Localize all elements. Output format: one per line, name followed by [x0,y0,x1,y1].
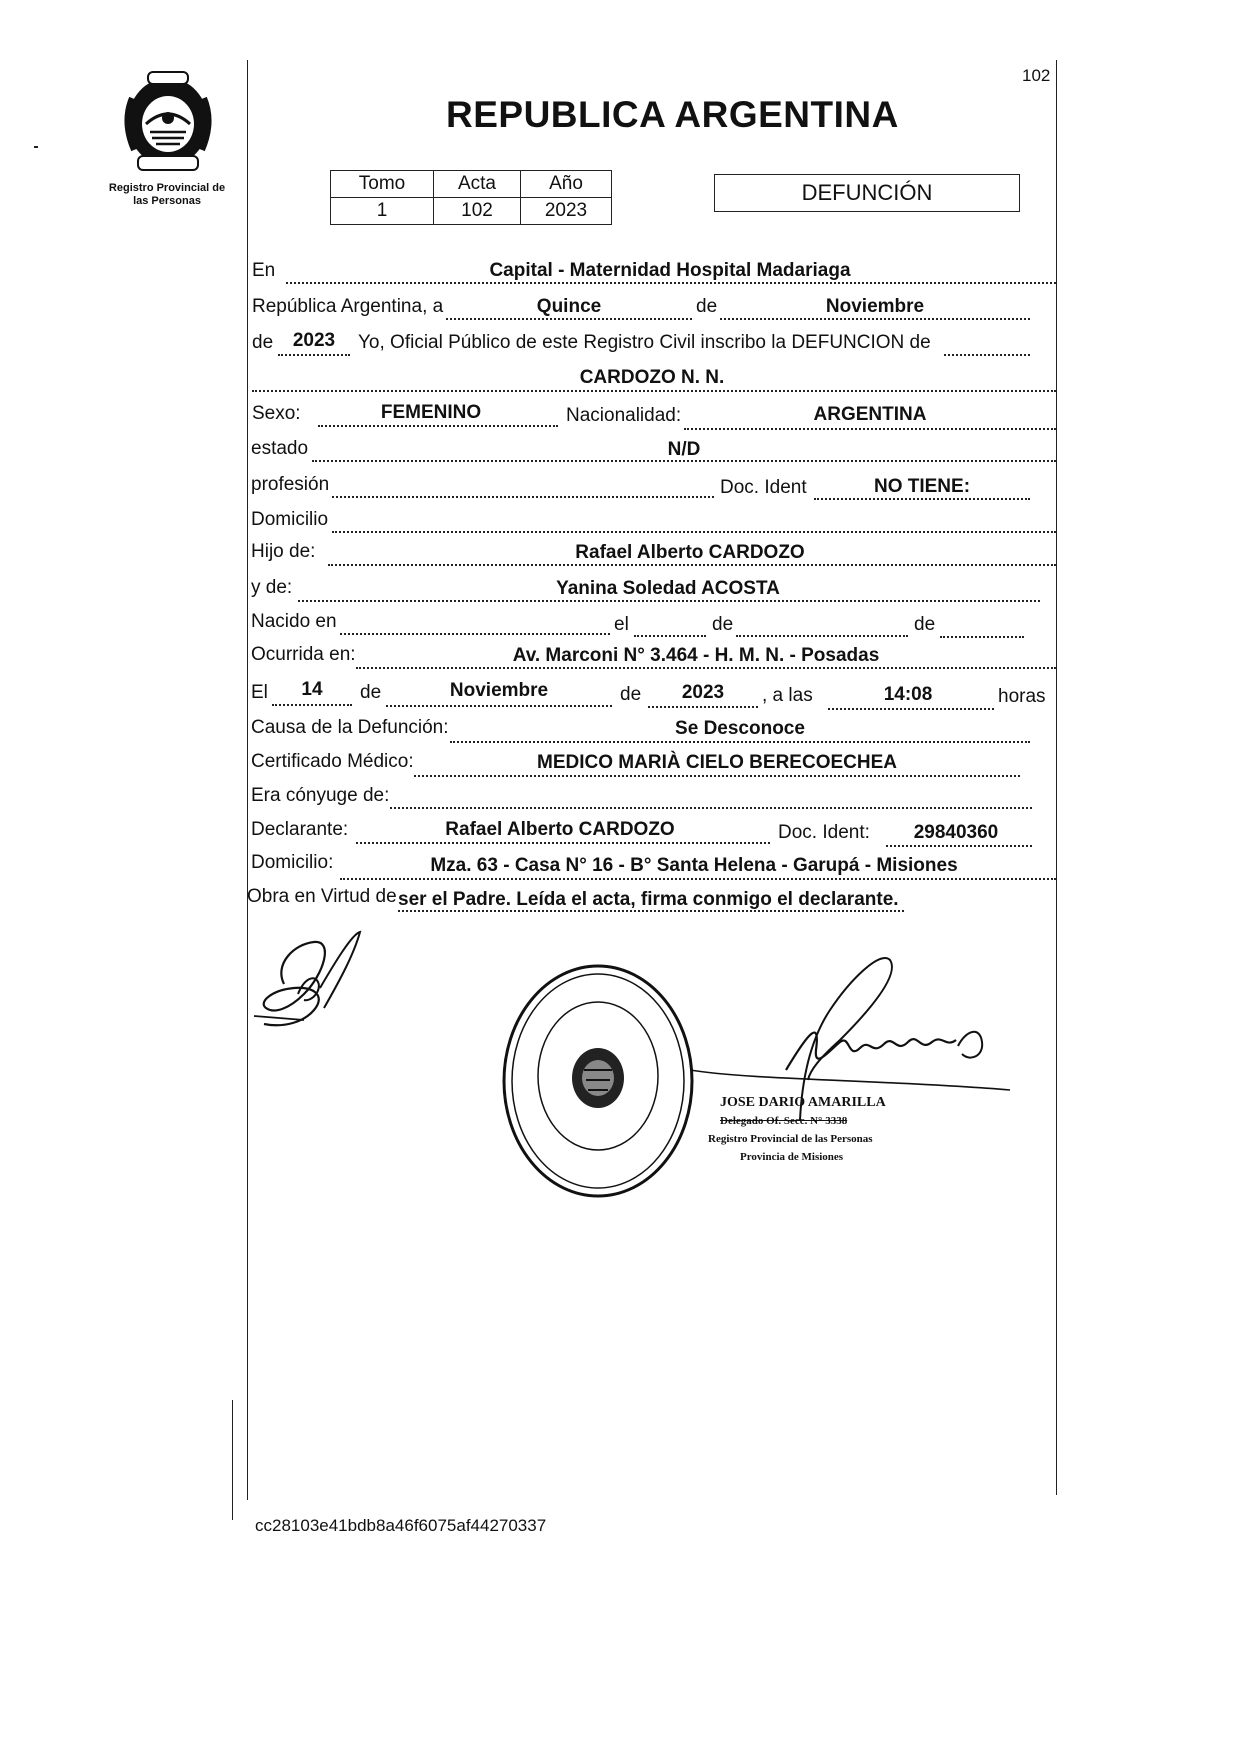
label-de-death-year: de [620,684,642,705]
line-causa [450,741,1030,743]
line-en [286,282,1056,284]
value-causa: Se Desconoce [675,718,805,739]
value-sexo: FEMENINO [380,402,482,423]
value-y-de: Yanina Soledad ACOSTA [556,578,780,599]
label-en: En [252,260,276,281]
line-sexo [318,425,558,427]
line-nacido-dia [634,635,706,637]
line-conyuge [390,807,1032,809]
label-estado: estado [251,438,309,459]
registry-name [92,182,242,208]
line-year [278,354,350,356]
label-obra: Obra en Virtud de [247,886,397,907]
line-death-year [648,706,758,708]
scan-speck [34,146,38,148]
official-stamp [708,1094,886,1166]
value-declarante-doc: 29840360 [913,822,999,843]
label-republica: República Argentina, a [252,296,444,317]
value-obra: ser el Padre. Leída el acta, firma conmigo el declarante. [398,889,899,910]
ref-value-acta: 102 [434,198,521,225]
page-number: 102 [1022,66,1051,85]
label-el: El [251,682,268,703]
line-certificado [414,775,1020,777]
value-doc-ident: NO TIENE: [873,476,971,497]
line-yo-end [944,354,1030,356]
label-de-year: de [252,332,274,353]
value-month: Noviembre [825,296,925,317]
value-nacionalidad: ARGENTINA [813,404,927,425]
official-role: Delegado Of. Secc. N° 3338 [720,1115,848,1127]
label-sexo: Sexo: [252,403,301,424]
label-horas: horas [998,686,1046,707]
value-day: Quince [536,296,602,317]
line-death-month [386,705,612,707]
line-nacionalidad [684,428,1056,430]
label-declarante-doc: Doc. Ident: [778,822,870,843]
value-estado: N/D [667,439,701,460]
line-hijo-de [328,564,1056,566]
label-conyuge: Era cónyuge de: [251,785,390,806]
value-declarante: Rafael Alberto CARDOZO [445,819,675,840]
text-yo-oficial: Yo, Oficial Público de este Registro Civil inscribo la DEFUNCION de [358,332,931,353]
label-domicilio: Domicilio [251,509,329,530]
label-de-death-month: de [360,682,382,703]
value-ocurrida: Av. Marconi N° 3.464 - H. M. N. - Posadas [512,645,880,666]
value-certificado: MEDICO MARIÀ CIELO BERECOECHEA [537,752,897,773]
line-deceased-name [252,390,1056,392]
line-month [720,318,1030,320]
label-hijo-de: Hijo de: [251,541,316,562]
label-nacionalidad: Nacionalidad: [566,405,682,426]
label-certificado: Certificado Médico: [251,751,414,772]
label-nacido-el: el [614,614,629,635]
line-y-de [298,600,1040,602]
document-hash: cc28103e41bdb8a46f6075af44270337 [255,1516,547,1535]
registry-logo [112,68,224,176]
official-name: JOSE DARIO AMARILLA [720,1095,886,1110]
act-type-box: DEFUNCIÓN [714,174,1020,212]
label-a-las: , a las [762,685,813,706]
line-ocurrida [356,667,1056,669]
line-doc-ident [814,498,1030,500]
registry-name-line2: las Personas [133,195,201,207]
line-nacido-en [340,633,610,635]
value-death-time: 14:08 [883,684,933,705]
left-margin-line [247,60,248,1500]
value-death-year: 2023 [681,682,725,703]
line-death-day [272,704,352,706]
line-domicilio [332,531,1056,533]
right-margin-line [1056,60,1057,1495]
value-declarante-domicilio: Mza. 63 - Casa N° 16 - B° Santa Helena - Garupá - Misiones [430,855,958,876]
value-hijo-de: Rafael Alberto CARDOZO [575,542,805,563]
line-declarante [356,842,770,844]
declarant-signature [244,924,374,1040]
left-margin-line-lower [232,1400,233,1520]
registry-name-line1: Registro Provincial de [108,182,226,194]
value-deceased-name: CARDOZO N. N. [579,367,725,388]
label-ocurrida: Ocurrida en: [251,644,356,665]
label-nacido-en: Nacido en [251,611,337,632]
line-declarante-domicilio [340,878,1056,880]
line-profesion [332,496,714,498]
line-day [446,318,692,320]
label-y-de: y de: [251,577,293,598]
official-province: Provincia de Misiones [740,1151,844,1163]
official-seal [500,962,696,1200]
ref-header-acta: Acta [434,171,521,198]
ref-value-tomo: 1 [331,198,434,225]
line-nacido-mes [736,635,908,637]
label-nacido-de-ano: de [914,614,936,635]
label-de-month: de [696,296,718,317]
value-year: 2023 [292,330,336,351]
reference-value-row [331,198,612,225]
page-title: REPUBLICA ARGENTINA [446,94,899,135]
value-death-month: Noviembre [449,680,549,701]
label-causa: Causa de la Defunción: [251,717,449,738]
value-death-day: 14 [301,679,323,700]
line-death-time [828,708,994,710]
label-profesion: profesión [251,474,330,495]
ref-header-tomo: Tomo [331,171,434,198]
label-doc-ident: Doc. Ident [720,477,807,498]
ref-header-ano: Año [521,171,612,198]
reference-header-row [331,171,612,198]
label-declarante: Declarante: [251,819,349,840]
line-nacido-ano [940,636,1024,638]
label-declarante-domicilio: Domicilio: [251,852,334,873]
ref-value-ano: 2023 [521,198,612,225]
value-en: Capital - Maternidad Hospital Madariaga [489,260,851,281]
official-office: Registro Provincial de las Personas [708,1133,873,1145]
line-declarante-doc [886,845,1032,847]
reference-table [330,170,612,225]
label-nacido-de-mes: de [712,614,734,635]
